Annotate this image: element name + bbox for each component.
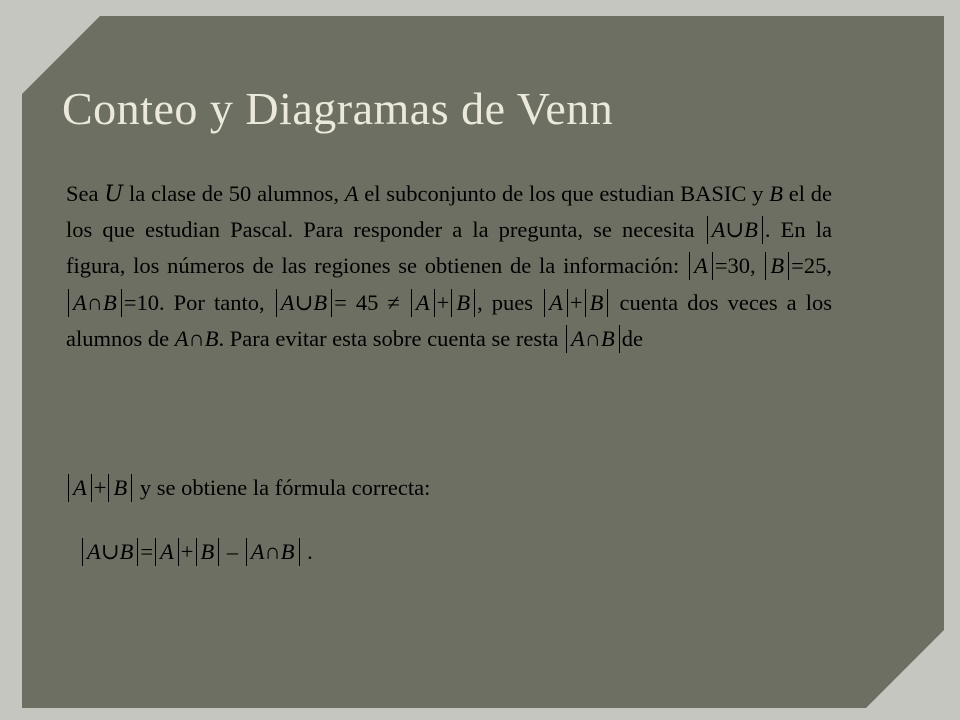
abs-a-intersection-b: A∩B [68,289,122,317]
abs-a-intersection-b: A∩B [246,538,300,566]
text-run: =10. Por tanto, [123,289,274,315]
abs-a-union-b: A∪B [82,538,138,566]
plus-sign: + [569,289,583,315]
abs-b: B [196,538,220,566]
abs-b: B [765,252,789,280]
text-run: cuenta dos veces a los alumnos de [66,289,832,351]
a-intersection-b: A∩B [174,325,219,351]
equals-sign: = [140,539,154,564]
abs-a-intersection-b: A∩B [566,325,620,353]
set-u-symbol: U [104,181,124,207]
abs-a: A [68,474,92,502]
abs-a-union-b: A∪B [707,216,763,244]
abs-a: A [689,252,713,280]
text-run: = 45 ≠ [334,289,409,315]
text-run: =25, [791,253,832,279]
plus-sign: + [93,475,107,500]
text-run: , pues [477,289,543,315]
text-run: Sea [66,181,105,206]
abs-a: A [544,289,568,317]
text-run: y se obtiene la fórmula correcta: [134,475,431,500]
text-run: el de los que estudian Pascal. Para responder a la pregunta, se necesita [66,181,832,243]
slide-body-paragraph [66,176,832,357]
abs-b: B [451,289,475,317]
abs-a: A [411,289,435,317]
text-run: =30, [714,253,764,279]
text-run: de [621,325,643,351]
abs-b: B [585,289,609,317]
text-run: . Para evitar esta sobre cuenta se resta [218,325,564,351]
text-run: el subconjunto de los que estudian BASIC y [358,181,770,206]
inclusion-exclusion-formula [80,538,313,566]
plus-sign: + [436,289,450,315]
text-run: la clase de 50 alumnos, [123,181,345,206]
abs-a: A [155,538,179,566]
plus-sign: + [180,539,194,564]
text-run: . En la figura, los números de las regiones se obtienen de la información: [66,217,832,279]
sum-line [66,474,430,502]
period: . [307,539,313,564]
minus-sign: – [226,539,239,564]
slide-title: Conteo y Diagramas de Venn [62,83,614,134]
abs-a-union-b: A∪B [276,289,332,317]
abs-b: B [108,474,132,502]
set-b-symbol: B [769,181,783,206]
set-a-symbol: A [344,181,359,206]
